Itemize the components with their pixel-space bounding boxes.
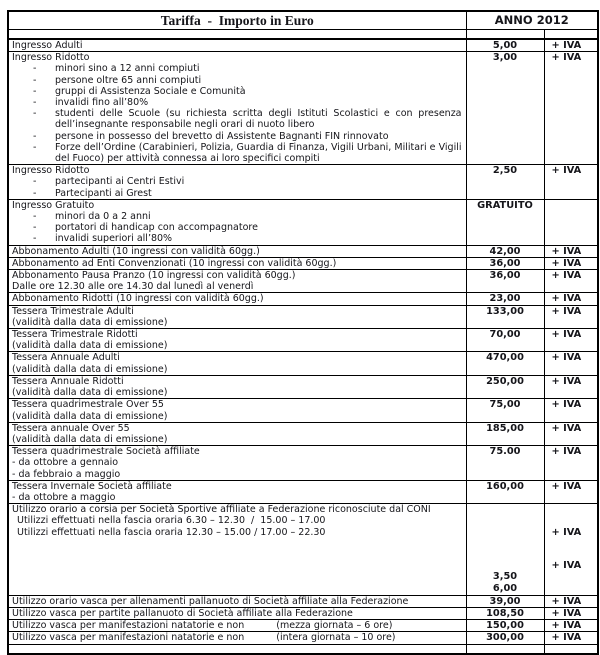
tariff-vat: + IVA [544,399,598,422]
tariff-price: 150,00 [466,620,544,632]
tariff-vat: + IVA [544,620,598,632]
tariff-title: Tessera Trimestrale Ridotti [12,329,138,341]
tariff-price: GRATUITO [466,199,544,245]
table-row [8,245,598,257]
tariff-description [8,504,466,596]
tariff-description [8,422,466,445]
tariff-description [8,595,466,607]
table-row [8,375,598,398]
table-row [8,399,598,422]
tariff-vat: + IVA [544,165,598,200]
tariff-subtitle: (validità dalla data di emissione) [12,410,168,422]
tariff-title [12,620,463,631]
spacer-cell [466,644,544,654]
header-row [8,11,598,30]
tariff-title: Tessera Annuale Adulti [12,352,120,364]
tariff-description [8,399,466,422]
tariff-description [8,480,466,503]
table-row [8,620,598,632]
list-item [33,86,463,97]
tariff-price: 70,00 [466,329,544,352]
bullet-list [12,63,463,164]
tariff-title-detail: (intera giornata – 10 ore) [276,632,396,644]
tariff-title-text: Utilizzo vasca per manifestazioni natatorie e non [12,620,245,632]
bullet-text: invalidi superiori all’80% [55,233,173,245]
tariff-table [7,10,599,655]
tariff-description [8,329,466,352]
tariff-title: Tessera quadrimestrale Over 55 [12,399,164,411]
tariff-subtitle: (validità dalla data di emissione) [12,387,168,399]
tariff-description [8,375,466,398]
tariff-title: Abbonamento ad Enti Convenzionati (10 ingressi con validità 60gg.) [12,257,337,269]
tariff-description [8,620,466,632]
table-row [8,52,598,165]
tariff-title: Ingresso Ridotto [12,52,90,64]
tariff-vat: + IVA [544,329,598,352]
bullet-dash: - [33,63,37,75]
spacer-cell [466,30,544,40]
tariff-vat: + IVA [544,39,598,52]
tariff-subtitle: Dalle ore 12.30 alle ore 14.30 dal lunedì al venerdì [12,281,254,293]
tariff-vat: + IVA [544,595,598,607]
tariff-title: Tessera Invernale Società affiliate [12,480,172,492]
table-row [8,39,598,52]
bullet-dash: - [33,176,37,188]
tariff-price: 5,00 [466,39,544,52]
tariff-price: 185,00 [466,422,544,445]
tariff-price: 470,00 [466,352,544,375]
bullet-dash: - [33,74,37,86]
tariff-title: Ingresso Gratuito [12,199,95,211]
bullet-text: partecipanti ai Centri Estivi [55,176,185,188]
tariff-price: 300,00 [466,632,544,644]
tariff-price: 39,00 [466,595,544,607]
tariff-description [8,165,466,200]
table-row [8,270,598,293]
bullet-text: persone oltre 65 anni compiuti [55,74,202,86]
list-item [33,211,463,222]
tariff-subtitle: (validità dalla data di emissione) [12,316,168,328]
tariff-vat: + IVA [544,257,598,269]
tariff-title-detail: (mezza giornata – 6 ore) [276,620,393,632]
table-row [8,352,598,375]
tariff-price [466,504,544,596]
table-row [8,446,598,481]
tariff-description [8,607,466,619]
tariff-title: Utilizzo orario vasca per allenamenti pallanuoto di Società affiliate alla Federazione [12,595,409,607]
tariff-price-line: 3,50 [492,571,518,583]
list-item [33,75,463,86]
tariff-vat: + IVA [544,305,598,328]
bullet-text: portatori di handicap con accompagnatore [55,222,258,234]
table-row [8,480,598,503]
tariff-price: 75.00 [466,446,544,481]
tariff-vat: + IVA [544,375,598,398]
tariff-vat-line: + IVA [551,560,582,572]
tariff-vat [544,199,598,245]
table-row [8,165,598,200]
spacer-cell [8,30,466,40]
tariff-price: 42,00 [466,245,544,257]
list-item [33,188,463,199]
tariff-description [8,293,466,305]
tariff-description [8,257,466,269]
list-item [33,233,463,244]
bullet-text: Forze dell’Ordine (Carabinieri, Polizia, Guardia di Finanza, Vigili Urbani, Militari e Vigili del Fuoco) per attività connessa ai loro specifici compiti [55,141,462,165]
tariff-description [8,305,466,328]
tariff-period: - da ottobre a maggio [12,491,116,503]
tariff-vat: + IVA [544,245,598,257]
table-row [8,199,598,245]
tariff-period: - da ottobre a gennaio [12,457,119,469]
bullet-text: persone in possesso del brevetto di Assistente Bagnanti FIN rinnovato [55,130,389,142]
tariff-price: 75,00 [466,399,544,422]
bullet-text: studenti delle Scuole (su richiesta scritta degli Istituti Scolastici e con presenza dell’insegnante responsabile negli orari di nuoto libero [55,108,462,131]
tariff-vat: + IVA [544,480,598,503]
tariff-title [12,632,463,643]
table-row [8,422,598,445]
tariff-vat: + IVA [544,632,598,644]
tariff-vat: + IVA [544,52,598,165]
tariff-description [8,632,466,644]
table-row [8,632,598,644]
tariff-title: Tessera Annuale Ridotti [12,375,124,387]
tariff-period: - da febbraio a maggio [12,468,121,480]
tariff-price: 2,50 [466,165,544,200]
tariff-title: Utilizzo orario a corsia per Società Sportive affiliate a Federazione riconosciute dal CONI [12,504,431,516]
bullet-dash: - [33,108,37,120]
tariff-subtitle: (validità dalla data di emissione) [12,363,168,375]
tariff-title: Tessera annuale Over 55 [12,422,130,434]
tariff-subtitle: (validità dalla data di emissione) [12,340,168,352]
list-item [33,222,463,233]
tariff-subline: Utilizzi effettuati nella fascia oraria 12.30 – 15.00 / 17.00 – 22.30 [17,526,326,538]
tariff-title: Ingresso Adulti [12,40,83,51]
tariff-vat [544,504,598,596]
tariff-title: Abbonamento Ridotti (10 ingressi con validità 60gg.) [12,293,264,305]
tariff-vat: + IVA [544,270,598,293]
tariff-price-line: 6,00 [492,582,518,594]
tariff-description [8,245,466,257]
tariff-vat: + IVA [544,422,598,445]
table-row [8,504,598,596]
tariff-vat: + IVA [544,293,598,305]
bullet-dash: - [33,85,37,97]
spacer-cell [544,644,598,654]
tariff-price: 23,00 [466,293,544,305]
bullet-dash: - [33,187,37,199]
list-item [33,142,463,164]
year-header: ANNO 2012 [466,11,598,30]
tariff-price: 36,00 [466,270,544,293]
table-row [8,607,598,619]
bullet-dash: - [33,130,37,142]
bullet-dash: - [33,97,37,109]
tariff-title: Utilizzo vasca per partite pallanuoto di Società affiliate alla Federazione [12,607,353,619]
spacer-cell [8,644,466,654]
table-row [8,257,598,269]
tariff-vat-line: + IVA [551,526,582,538]
table-title: Tariffa - Importo in Euro [8,11,466,30]
spacer-cell [544,30,598,40]
list-item [33,108,463,130]
tariff-subline: Utilizzi effettuati nella fascia oraria 6.30 – 12.30 / 15.00 – 17.00 [17,515,326,527]
bullet-text: invalidi fino all’80% [55,97,149,109]
tariff-price: 3,00 [466,52,544,165]
tariff-price: 250,00 [466,375,544,398]
spacer-row [8,644,598,654]
tariff-price: 133,00 [466,305,544,328]
table-row [8,293,598,305]
tariff-description [8,52,466,165]
list-item [33,63,463,74]
bullet-text: minori sino a 12 anni compiuti [55,63,200,75]
bullet-dash: - [33,211,37,223]
tariff-title: Ingresso Ridotto [12,165,90,177]
tariff-title: Abbonamento Adulti (10 ingressi con validità 60gg.) [12,245,260,257]
tariff-vat: + IVA [544,352,598,375]
tariff-title: Abbonamento Pausa Pranzo (10 ingressi con validità 60gg.) [12,270,296,282]
list-item [33,97,463,108]
table-row [8,595,598,607]
tariff-title-text: Utilizzo vasca per manifestazioni natatorie e non [12,632,245,644]
tariff-description [8,39,466,52]
list-item [33,131,463,142]
bullet-dash: - [33,141,37,153]
tariff-vat: + IVA [544,607,598,619]
tariff-vat: + IVA [544,446,598,481]
tariff-price: 108,50 [466,607,544,619]
spacer-row [8,30,598,40]
tariff-description [8,199,466,245]
bullet-list [12,176,463,198]
table-row [8,305,598,328]
bullet-text: gruppi di Assistenza Sociale e Comunità [55,85,246,97]
bullet-text: Partecipanti ai Grest [55,187,152,199]
bullet-dash: - [33,222,37,234]
tariff-price: 160,00 [466,480,544,503]
bullet-text: minori da 0 a 2 anni [55,211,151,223]
tariff-subtitle: (validità dalla data di emissione) [12,433,168,445]
tariff-description [8,446,466,481]
tariff-price: 36,00 [466,257,544,269]
tariff-description [8,270,466,293]
bullet-list [12,211,463,245]
tariff-description [8,352,466,375]
tariff-title: Tessera quadrimestrale Società affiliate [12,446,200,458]
tariff-title: Tessera Trimestrale Adulti [12,305,134,317]
list-item [33,176,463,187]
bullet-dash: - [33,233,37,245]
table-row [8,329,598,352]
